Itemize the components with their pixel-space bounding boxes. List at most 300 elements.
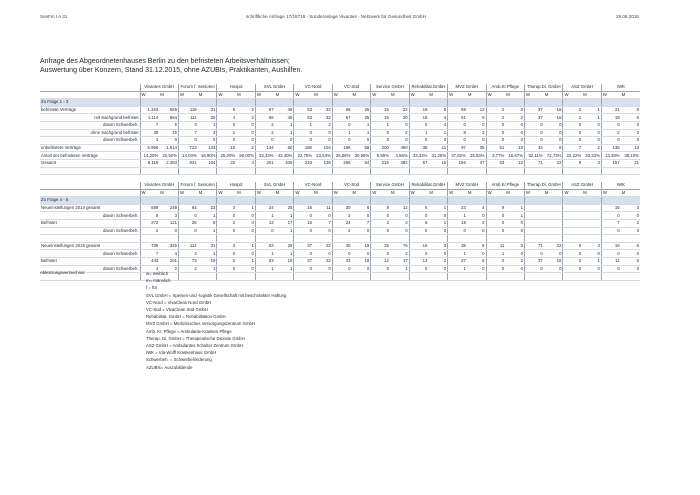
blank-cell xyxy=(544,273,563,281)
blank-cell xyxy=(563,273,582,281)
data-cell: 51 xyxy=(486,144,505,152)
gender-m-header: M xyxy=(236,91,255,99)
data-cell xyxy=(294,235,313,243)
gender-w-header: W xyxy=(563,91,582,99)
data-cell: 3 xyxy=(390,219,409,227)
data-cell: 45 xyxy=(275,114,294,122)
blank-cell xyxy=(582,273,601,281)
data-cell: 2 xyxy=(255,129,274,137)
data-cell: 2 xyxy=(505,114,524,122)
band-cell xyxy=(275,99,294,107)
data-cell: 25,00% xyxy=(217,152,236,160)
data-cell: 0 xyxy=(178,212,197,220)
band-cell xyxy=(178,99,197,107)
data-cell: 0 xyxy=(332,121,351,129)
data-cell: 6.966 xyxy=(140,144,159,152)
row-label: ohne Sachgrund befristet xyxy=(40,129,140,137)
data-cell: 3,77% xyxy=(486,152,505,160)
data-cell: 1 xyxy=(198,212,217,220)
group-header: VC-Süd xyxy=(332,182,370,189)
data-cell: 1 xyxy=(294,121,313,129)
blank-cell xyxy=(352,273,371,281)
data-cell: 30,95% xyxy=(352,152,371,160)
data-cell: 0 xyxy=(467,212,486,220)
data-cell: 51 xyxy=(448,114,467,122)
row-label xyxy=(40,235,140,243)
data-cell: 0 xyxy=(601,250,620,258)
data-cell: 1 xyxy=(275,212,294,220)
data-cell: 1 xyxy=(428,204,447,212)
data-cell: 8 xyxy=(448,129,467,137)
data-cell: 15 xyxy=(294,219,313,227)
data-cell: 2 xyxy=(563,114,582,122)
data-cell xyxy=(313,235,332,243)
data-cell: 0 xyxy=(332,265,351,273)
data-cell: 0 xyxy=(505,227,524,235)
data-cell: 8 xyxy=(198,219,217,227)
band-cell xyxy=(544,197,563,205)
table-row xyxy=(40,137,640,145)
data-cell: 0 xyxy=(544,121,563,129)
data-cell: 0 xyxy=(313,137,332,145)
gender-m-header: M xyxy=(390,189,409,197)
data-cell xyxy=(582,212,601,220)
band-cell xyxy=(544,99,563,107)
data-cell: 7 xyxy=(601,219,620,227)
data-cell: 0 xyxy=(313,250,332,258)
band-cell xyxy=(428,197,447,205)
data-cell: 0 xyxy=(601,265,620,273)
band-cell xyxy=(390,99,409,107)
data-cell xyxy=(236,235,255,243)
data-cell: 2 xyxy=(486,257,505,265)
gender-w-header: W xyxy=(332,91,351,99)
blank-cell xyxy=(409,167,428,175)
data-cell: 2 xyxy=(332,227,351,235)
band-cell xyxy=(390,197,409,205)
data-cell: 30 xyxy=(332,204,351,212)
data-cell: 0 xyxy=(313,227,332,235)
data-cell: 133 xyxy=(198,144,217,152)
band-cell xyxy=(352,197,371,205)
section-label: Zu Frage 4 - 5 xyxy=(40,197,140,205)
blank-cell xyxy=(563,167,582,175)
data-cell: 1 xyxy=(198,121,217,129)
blank-cell xyxy=(505,167,524,175)
data-cell xyxy=(563,204,582,212)
data-cell xyxy=(544,227,563,235)
gender-header-row xyxy=(40,91,640,99)
data-cell: 0 xyxy=(582,121,601,129)
group-header-row xyxy=(40,84,640,91)
data-cell: 0 xyxy=(159,227,178,235)
blank-cell xyxy=(371,273,390,281)
data-cell: 33,33% xyxy=(255,152,274,160)
group-header: ASZ GmbH xyxy=(563,84,601,91)
data-cell: 7 xyxy=(352,219,371,227)
data-cell: 0 xyxy=(390,212,409,220)
data-cell: 68 xyxy=(332,106,351,114)
data-cell: 0 xyxy=(371,227,390,235)
data-cell: 72,73% xyxy=(544,152,563,160)
data-cell: 2 xyxy=(505,257,524,265)
data-cell: 7 xyxy=(140,121,159,129)
data-cell: 16 xyxy=(544,114,563,122)
data-cell: 13 xyxy=(409,257,428,265)
data-cell: 0 xyxy=(178,227,197,235)
band-cell xyxy=(621,197,640,205)
gender-m-header: M xyxy=(159,91,178,99)
data-cell: 2 xyxy=(621,129,640,137)
group-header: Amb.Kr.Pflege xyxy=(486,84,524,91)
data-cell: 37 xyxy=(525,106,544,114)
data-cell: 0 xyxy=(409,227,428,235)
data-cell xyxy=(582,219,601,227)
data-cell: 0 xyxy=(255,227,274,235)
data-cell: 0 xyxy=(236,227,255,235)
data-cell: 18 xyxy=(352,257,371,265)
blank-cell xyxy=(601,273,620,281)
data-cell xyxy=(525,204,544,212)
data-cell: 64 xyxy=(178,204,197,212)
data-cell: 33,33% xyxy=(582,152,601,160)
table-row xyxy=(40,159,640,167)
data-cell: 59 xyxy=(448,106,467,114)
data-cell xyxy=(275,235,294,243)
data-cell: 0 xyxy=(409,212,428,220)
data-cell: 0 xyxy=(525,121,544,129)
data-cell: 2 xyxy=(486,106,505,114)
band-cell xyxy=(486,99,505,107)
band-cell xyxy=(255,197,274,205)
group-header: Hospiz xyxy=(217,182,255,189)
data-cell: 22 xyxy=(390,106,409,114)
data-cell: 0 xyxy=(486,121,505,129)
gender-m-header: M xyxy=(198,189,217,197)
data-cell: 0 xyxy=(409,265,428,273)
data-cell xyxy=(217,235,236,243)
data-cell: 201 xyxy=(255,159,274,167)
data-cell: 8.119 xyxy=(140,159,159,167)
band-cell xyxy=(332,99,351,107)
data-cell: 52,11% xyxy=(525,152,544,160)
gender-m-header: M xyxy=(198,91,217,99)
data-cell: 2 xyxy=(582,144,601,152)
data-cell: 45 xyxy=(332,242,351,250)
data-cell: 25 xyxy=(275,204,294,212)
data-cell: 23,53% xyxy=(313,152,332,160)
data-cell: 0 xyxy=(236,219,255,227)
table-row xyxy=(40,114,640,122)
data-cell: 16 xyxy=(544,257,563,265)
band-cell xyxy=(525,99,544,107)
band-cell xyxy=(621,99,640,107)
data-cell: 1 xyxy=(332,129,351,137)
data-cell xyxy=(563,212,582,220)
blank-cell xyxy=(159,167,178,175)
data-cell: 3 xyxy=(198,129,217,137)
data-cell: 272 xyxy=(140,219,159,227)
data-cell: 723 xyxy=(178,144,197,152)
data-cell: 19 xyxy=(448,219,467,227)
data-cell: 0 xyxy=(544,265,563,273)
group-header: Forum f. Senioren xyxy=(178,84,216,91)
blank-cell xyxy=(294,167,313,175)
gender-m-header: M xyxy=(544,189,563,197)
data-cell: 0 xyxy=(275,137,294,145)
gender-m-header: M xyxy=(621,91,640,99)
document-subtitle: Auswertung über Konzern, Stand 31.12.2015, ohne AZUBIs, Praktikanten, Aushilfen. xyxy=(40,67,303,74)
group-header-row xyxy=(40,182,640,189)
band-cell xyxy=(255,99,274,107)
data-cell: 19 xyxy=(601,114,620,122)
data-cell: 2 xyxy=(217,219,236,227)
data-cell: 3 xyxy=(505,242,524,250)
data-cell: 0 xyxy=(563,129,582,137)
row-label: davon Schwerbeh. xyxy=(40,121,140,129)
data-cell: 1 xyxy=(275,227,294,235)
data-cell: 53 xyxy=(294,106,313,114)
data-cell xyxy=(371,235,390,243)
data-cell: 0 xyxy=(563,250,582,258)
group-header: VC-Süd xyxy=(332,84,370,91)
row-label: Anteil der befristeten Verträge xyxy=(40,152,140,160)
data-cell: 0 xyxy=(236,137,255,145)
gender-m-header: M xyxy=(275,91,294,99)
data-cell: 53 xyxy=(294,114,313,122)
data-cell: 2 xyxy=(390,250,409,258)
data-cell: 17 xyxy=(390,257,409,265)
data-cell xyxy=(505,235,524,243)
data-cell: 2 xyxy=(236,106,255,114)
blank-cell xyxy=(505,273,524,281)
data-cell: 0 xyxy=(601,137,620,145)
data-cell: 2 xyxy=(621,219,640,227)
row-label: Gesamt xyxy=(40,159,140,167)
data-cell: 2 xyxy=(178,265,197,273)
data-cell: 31 xyxy=(198,242,217,250)
data-cell: 0 xyxy=(332,250,351,258)
data-cell: 1 xyxy=(582,106,601,114)
data-cell: 0 xyxy=(621,121,640,129)
data-cell: 0 xyxy=(428,137,447,145)
data-cell: 0 xyxy=(621,265,640,273)
gender-w-header: W xyxy=(525,91,544,99)
group-header: Rehabilitat.GmbH xyxy=(409,182,447,189)
data-cell xyxy=(255,235,274,243)
data-cell: 1 xyxy=(255,212,274,220)
data-cell: 25 xyxy=(371,242,390,250)
data-cell: 73 xyxy=(178,257,197,265)
band-cell xyxy=(236,99,255,107)
data-cell: 0 xyxy=(294,137,313,145)
data-cell: 0 xyxy=(505,250,524,258)
data-cell: 460 xyxy=(390,144,409,152)
data-cell: 6,98% xyxy=(371,152,390,160)
data-cell: 2 xyxy=(255,121,274,129)
data-cell xyxy=(544,219,563,227)
band-cell xyxy=(140,99,159,107)
data-cell: 3 xyxy=(621,204,640,212)
data-cell: 2 xyxy=(371,219,390,227)
table-row xyxy=(40,129,640,137)
data-cell: 2 xyxy=(505,106,524,114)
data-cell: 4 xyxy=(236,159,255,167)
data-cell: 0 xyxy=(217,137,236,145)
data-cell: 0 xyxy=(236,250,255,258)
data-cell xyxy=(428,235,447,243)
data-cell: 0 xyxy=(544,129,563,137)
band-cell xyxy=(236,197,255,205)
data-cell: 13 xyxy=(621,144,640,152)
data-cell xyxy=(525,235,544,243)
data-cell: 157 xyxy=(601,159,620,167)
data-cell: 0 xyxy=(621,227,640,235)
band-cell xyxy=(313,197,332,205)
data-cell: 0 xyxy=(601,121,620,129)
data-cell: 46 xyxy=(275,106,294,114)
data-cell: 65 xyxy=(255,114,274,122)
table-row xyxy=(40,212,640,220)
data-cell: 1 xyxy=(371,121,390,129)
data-cell: 1 xyxy=(582,257,601,265)
data-cell: 0 xyxy=(390,227,409,235)
blank-cell xyxy=(332,273,351,281)
abbreviation-item: VC-Nord = VivaClean Nord GmbH xyxy=(146,299,212,305)
data-cell: 0 xyxy=(352,212,371,220)
data-cell: 15 xyxy=(371,106,390,114)
data-cell: 47 xyxy=(467,159,486,167)
data-cell: 43,40% xyxy=(275,152,294,160)
data-cell: 35 xyxy=(448,242,467,250)
data-cell: 0 xyxy=(236,265,255,273)
table-questions-4-5 xyxy=(40,182,640,281)
data-cell: 0 xyxy=(352,227,371,235)
row-label: davon Schwerbeh. xyxy=(40,212,140,220)
table-row xyxy=(40,152,640,160)
data-cell: 569 xyxy=(159,106,178,114)
data-cell xyxy=(563,227,582,235)
data-cell: 12 xyxy=(505,159,524,167)
data-cell xyxy=(140,235,159,243)
data-cell: 1 xyxy=(428,129,447,137)
data-cell: 0 xyxy=(236,129,255,137)
blank-cell xyxy=(486,167,505,175)
abbreviation-item: MVZ GmbH = Medizinisches Versorgungszentrum GmbH xyxy=(146,321,256,327)
blank-cell xyxy=(313,273,332,281)
data-cell: 1 xyxy=(390,265,409,273)
data-cell: 1 xyxy=(448,250,467,258)
data-cell: 0 xyxy=(582,250,601,258)
table-row xyxy=(40,219,640,227)
band-cell xyxy=(159,99,178,107)
data-cell: 12 xyxy=(390,204,409,212)
data-cell xyxy=(563,235,582,243)
data-cell: 6 xyxy=(621,257,640,265)
data-cell: 0 xyxy=(505,121,524,129)
data-cell: 38,10% xyxy=(621,152,640,160)
data-cell: 2 xyxy=(178,250,197,258)
data-cell: 249 xyxy=(159,204,178,212)
data-cell: 0 xyxy=(409,137,428,145)
row-label: unbefristete Verträge xyxy=(40,144,140,152)
abbreviation-item: SVL GmbH = Speisen-und -logistik Gesellschaft mit beschränkter Haftung xyxy=(146,292,287,298)
data-cell: 12 xyxy=(371,257,390,265)
data-cell: 0 xyxy=(313,265,332,273)
data-cell: 0 xyxy=(563,121,582,129)
section-label: Zu Frage 1 - 3 xyxy=(40,99,140,107)
band-cell xyxy=(159,197,178,205)
gender-m-header: M xyxy=(582,91,601,99)
data-cell: 7 xyxy=(563,144,582,152)
data-cell: 4 xyxy=(428,114,447,122)
band-cell xyxy=(486,197,505,205)
data-cell: 1.114 xyxy=(140,114,159,122)
data-cell: 34 xyxy=(525,144,544,152)
data-cell: 1 xyxy=(409,129,428,137)
gender-w-header: W xyxy=(332,189,351,197)
data-cell: 11 xyxy=(313,204,332,212)
data-cell: 2 xyxy=(428,257,447,265)
data-cell: 0 xyxy=(428,227,447,235)
data-cell: 1 xyxy=(352,129,371,137)
data-cell: 3 xyxy=(217,242,236,250)
abbreviation-item: Amb. Kr. Pflege = Ambulante Kranken Pflege xyxy=(146,328,232,334)
table-row xyxy=(40,204,640,212)
data-cell xyxy=(544,212,563,220)
data-cell: 53 xyxy=(255,242,274,250)
data-cell: 38 xyxy=(409,144,428,152)
data-cell: 554 xyxy=(159,114,178,122)
group-header: Service GmbH xyxy=(371,182,409,189)
data-cell: 1 xyxy=(486,250,505,258)
abbreviation-item: m= männlich xyxy=(146,278,171,284)
data-cell: 0 xyxy=(198,137,217,145)
gender-m-header: M xyxy=(467,91,486,99)
data-cell xyxy=(582,227,601,235)
data-cell: 0 xyxy=(505,219,524,227)
band-cell xyxy=(371,99,390,107)
data-cell: 19 xyxy=(409,106,428,114)
data-cell: 5 xyxy=(159,121,178,129)
gender-w-header: W xyxy=(563,189,582,197)
data-cell: 0 xyxy=(448,227,467,235)
abbreviations-label: Abkürzungsverzeichnis: xyxy=(40,270,86,275)
data-cell: 21 xyxy=(621,159,640,167)
data-cell: 0 xyxy=(525,137,544,145)
blank-cell xyxy=(275,167,294,175)
gender-m-header: M xyxy=(275,189,294,197)
data-cell: 76 xyxy=(390,242,409,250)
table-questions-1-3 xyxy=(40,84,640,175)
data-cell: 0 xyxy=(621,250,640,258)
data-cell: 1 xyxy=(448,265,467,273)
data-cell: 97 xyxy=(448,144,467,152)
data-cell: 16 xyxy=(544,106,563,114)
group-header: MVZ GmbH xyxy=(448,84,486,91)
table-row xyxy=(40,106,640,114)
gender-m-header: M xyxy=(505,189,524,197)
data-cell: 136 xyxy=(601,144,620,152)
data-cell: 0 xyxy=(217,121,236,129)
data-cell: 19 xyxy=(352,242,371,250)
data-cell: 22 xyxy=(313,257,332,265)
data-cell: 1 xyxy=(236,257,255,265)
gender-w-header: W xyxy=(448,189,467,197)
abbreviation-item: AZUBIs= Auszubildende xyxy=(146,364,193,370)
data-cell: 482 xyxy=(390,159,409,167)
data-cell: 0 xyxy=(525,265,544,273)
